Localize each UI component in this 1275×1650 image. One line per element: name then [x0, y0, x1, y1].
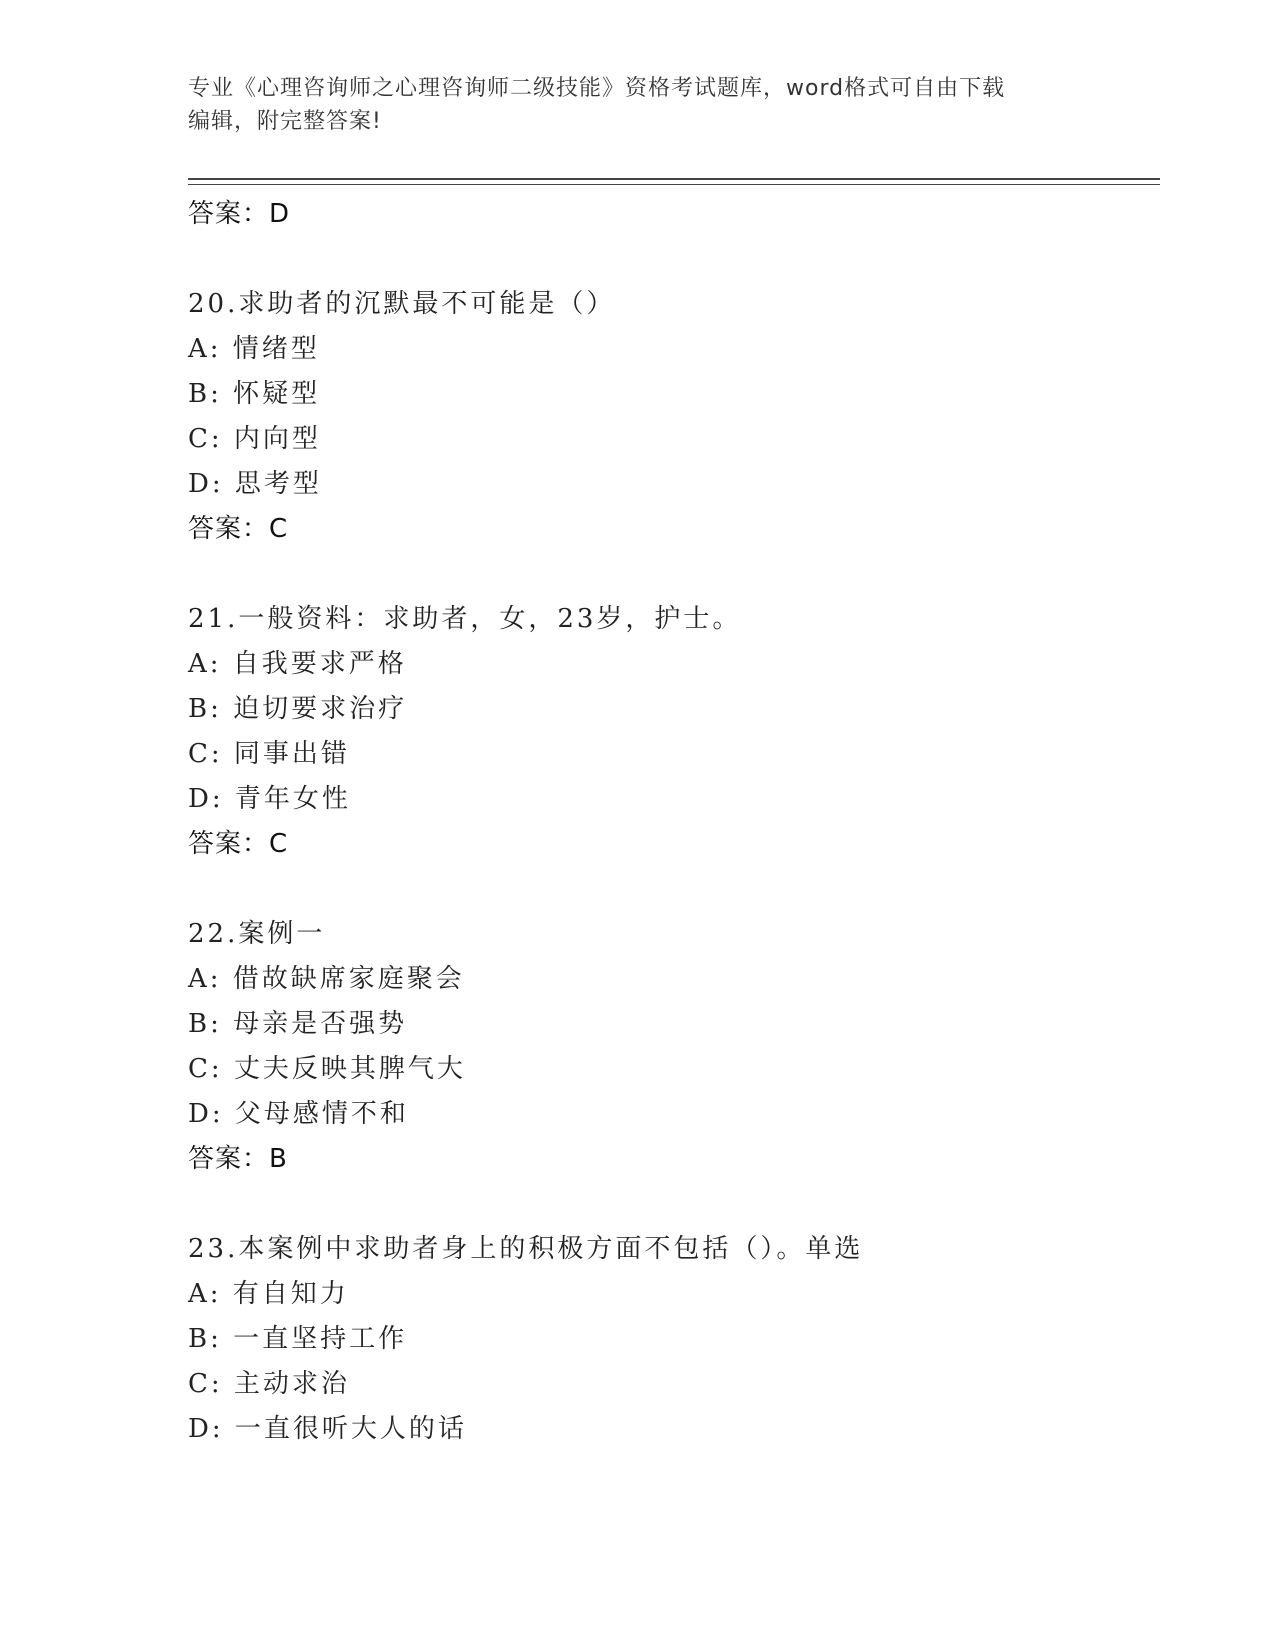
question-21-option-c: C: 同事出错	[188, 739, 350, 769]
question-20-stem: 20.求助者的沉默最不可能是（）	[188, 289, 616, 319]
document-header	[188, 72, 1068, 138]
answer-19: 答案：D	[188, 199, 291, 229]
header-line-1: 专业《心理咨询师之心理咨询师二级技能》资格考试题库，word格式可自由下载	[188, 76, 1006, 101]
question-22-option-a: A: 借故缺席家庭聚会	[188, 964, 465, 994]
answer-22: 答案：B	[188, 1144, 288, 1174]
header-rule-thin	[188, 184, 1160, 185]
answer-21: 答案：C	[188, 829, 289, 859]
question-22-option-d: D: 父母感情不和	[188, 1099, 409, 1129]
question-23-option-d: D: 一直很听大人的话	[188, 1414, 467, 1444]
question-22-stem: 22.案例一	[188, 919, 326, 949]
question-22-option-c: C: 丈夫反映其脾气大	[188, 1054, 466, 1084]
header-line-2: 编辑，附完整答案!	[188, 109, 382, 134]
question-21-option-d: D: 青年女性	[188, 784, 351, 814]
header-rule-thick	[188, 178, 1160, 180]
question-23-option-c: C: 主动求治	[188, 1369, 350, 1399]
question-20-option-d: D: 思考型	[188, 469, 322, 499]
answer-20: 答案：C	[188, 514, 289, 544]
question-20-option-b: B: 怀疑型	[188, 379, 321, 409]
question-23-option-b: B: 一直坚持工作	[188, 1324, 408, 1354]
question-20-option-a: A: 情绪型	[188, 334, 320, 364]
question-20-option-c: C: 内向型	[188, 424, 321, 454]
question-23-stem: 23.本案例中求助者身上的积极方面不包括（）。单选	[188, 1234, 864, 1264]
question-23-option-a: A: 有自知力	[188, 1279, 349, 1309]
question-21-option-a: A: 自我要求严格	[188, 649, 407, 679]
question-21-option-b: B: 迫切要求治疗	[188, 694, 408, 724]
question-22-option-b: B: 母亲是否强势	[188, 1009, 408, 1039]
question-21-stem: 21.一般资料：求助者，女，23岁，护士。	[188, 604, 742, 634]
